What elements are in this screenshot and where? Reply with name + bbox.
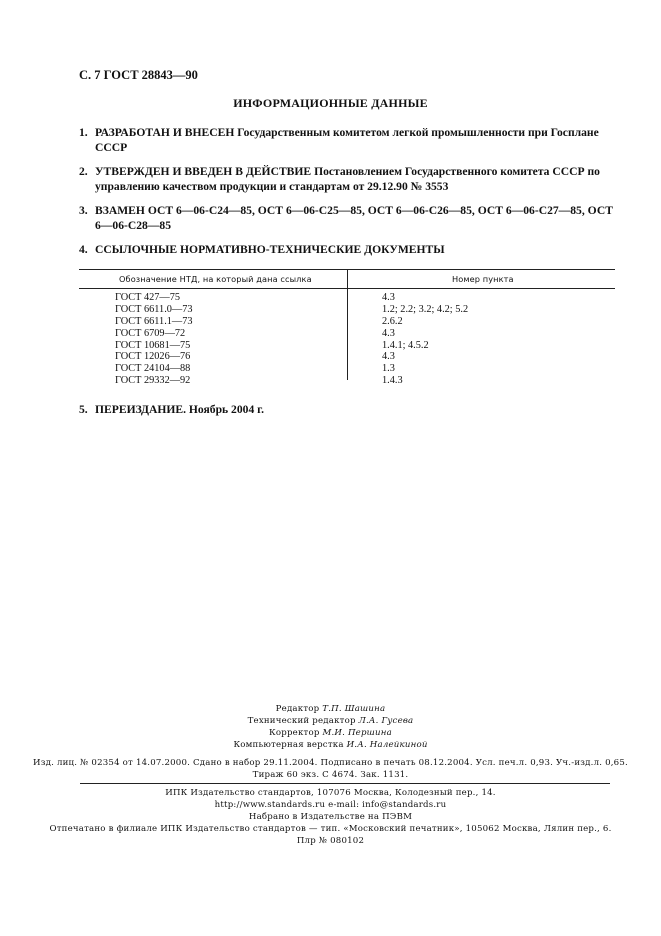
section-lead: УТВЕРЖДЕН И ВВЕДЕН В ДЕЙСТВИЕ xyxy=(95,165,312,178)
table-cell-document: ГОСТ 24104—88 xyxy=(115,363,191,375)
section-number: 5. xyxy=(79,403,88,416)
section-lead: ССЫЛОЧНЫЕ НОРМАТИВНО-ТЕХНИЧЕСКИЕ ДОКУМЕНТЫ xyxy=(95,243,445,256)
imprint-divider xyxy=(80,783,610,784)
publisher-line: Плр № 080102 xyxy=(296,835,365,846)
table-row xyxy=(79,292,615,304)
section-1 xyxy=(79,125,619,155)
section-lead: ВЗАМЕН ОСТ 6—06-С24—85, ОСТ 6—06-С25—85, ОСТ 6—06-С26—85, ОСТ 6—06-С27—85, ОСТ 6—06-С28—85 xyxy=(95,204,613,232)
table-cell-document: ГОСТ 6709—72 xyxy=(115,327,186,339)
credit-line: Технический редактор Л.А. Гусева xyxy=(247,715,414,726)
table-row xyxy=(79,304,615,316)
page-title: ИНФОРМАЦИОННЫЕ ДАННЫЕ xyxy=(233,96,428,110)
table-cell-item: 1.4.3 xyxy=(382,375,403,387)
publisher-info xyxy=(0,788,661,848)
section-4 xyxy=(79,242,619,257)
section-3 xyxy=(79,203,619,233)
credit-line: Редактор Т.П. Шашина xyxy=(275,704,386,714)
edition-info xyxy=(0,758,661,782)
page-header: С. 7 ГОСТ 28843—90 xyxy=(79,68,198,82)
table-cell-document: ГОСТ 6611.0—73 xyxy=(115,303,193,315)
table-header-item: Номер пункта xyxy=(452,274,514,284)
table-cell-document: ГОСТ 10681—75 xyxy=(115,339,191,351)
table-cell-item: 1.3 xyxy=(382,363,395,375)
table-row xyxy=(79,340,615,352)
publisher-line: http://www.standards.ru e-mail: info@standards.ru xyxy=(214,799,447,810)
table-body xyxy=(79,292,615,387)
table-cell-item: 2.6.2 xyxy=(382,315,403,327)
table-row xyxy=(79,328,615,340)
table-cell-document: ГОСТ 427—75 xyxy=(115,292,181,303)
credit-line: Корректор М.И. Першина xyxy=(269,727,392,738)
table-cell-item: 4.3 xyxy=(382,351,395,363)
credits-block xyxy=(0,704,661,752)
table-cell-document: ГОСТ 29332—92 xyxy=(115,375,191,387)
table-row xyxy=(79,363,615,375)
section-2 xyxy=(79,164,619,194)
section-number: 2. xyxy=(79,165,88,178)
section-number: 3. xyxy=(79,204,88,217)
table-cell-item: 4.3 xyxy=(382,327,395,339)
table-cell-item: 4.3 xyxy=(382,292,395,303)
section-text: ПЕРЕИЗДАНИЕ. Ноябрь 2004 г. xyxy=(95,403,264,416)
table-cell-item: 1.4.1; 4.5.2 xyxy=(382,339,429,351)
table-cell-document: ГОСТ 6611.1—73 xyxy=(115,315,193,327)
table-cell-document: ГОСТ 12026—76 xyxy=(115,351,191,363)
section-lead: РАЗРАБОТАН И ВНЕСЕН xyxy=(95,126,235,139)
section-text: Постановлением Государственного комитета СССР по управлению качеством продукции и стандартам от 29.12.90 № 3553 xyxy=(95,165,600,193)
credit-line: Компьютерная верстка И.А. Налейкиной xyxy=(233,739,428,750)
edition-line: Изд. лиц. № 02354 от 14.07.2000. Сдано в набор 29.11.2004. Подписано в печать 08.12.2004. Усл. печ.л. 0,93. Уч.-изд.л. 0,65. xyxy=(33,758,628,768)
table-row xyxy=(79,375,615,387)
publisher-line: Набрано в Издательстве на ПЭВМ xyxy=(248,811,413,822)
table-row xyxy=(79,316,615,328)
section-number: 4. xyxy=(79,243,88,256)
section-number: 1. xyxy=(79,126,88,139)
table-cell-item: 1.2; 2.2; 3.2; 4.2; 5.2 xyxy=(382,303,469,315)
publisher-line: Отпечатано в филиале ИПК Издательство стандартов — тип. «Московский печатник», 105062 Москва, Лялин пер., 6. xyxy=(49,823,612,834)
section-5 xyxy=(79,402,619,417)
publisher-line: ИПК Издательство стандартов, 107076 Москва, Колодезный пер., 14. xyxy=(165,788,496,798)
table-header-document: Обозначение НТД, на который дана ссылка xyxy=(119,274,312,284)
section-text: Государственным комитетом легкой промышленности при Госплане СССР xyxy=(95,126,599,154)
table-row xyxy=(79,351,615,363)
edition-line: Тираж 60 экз. С 4674. Зак. 1131. xyxy=(252,769,409,780)
